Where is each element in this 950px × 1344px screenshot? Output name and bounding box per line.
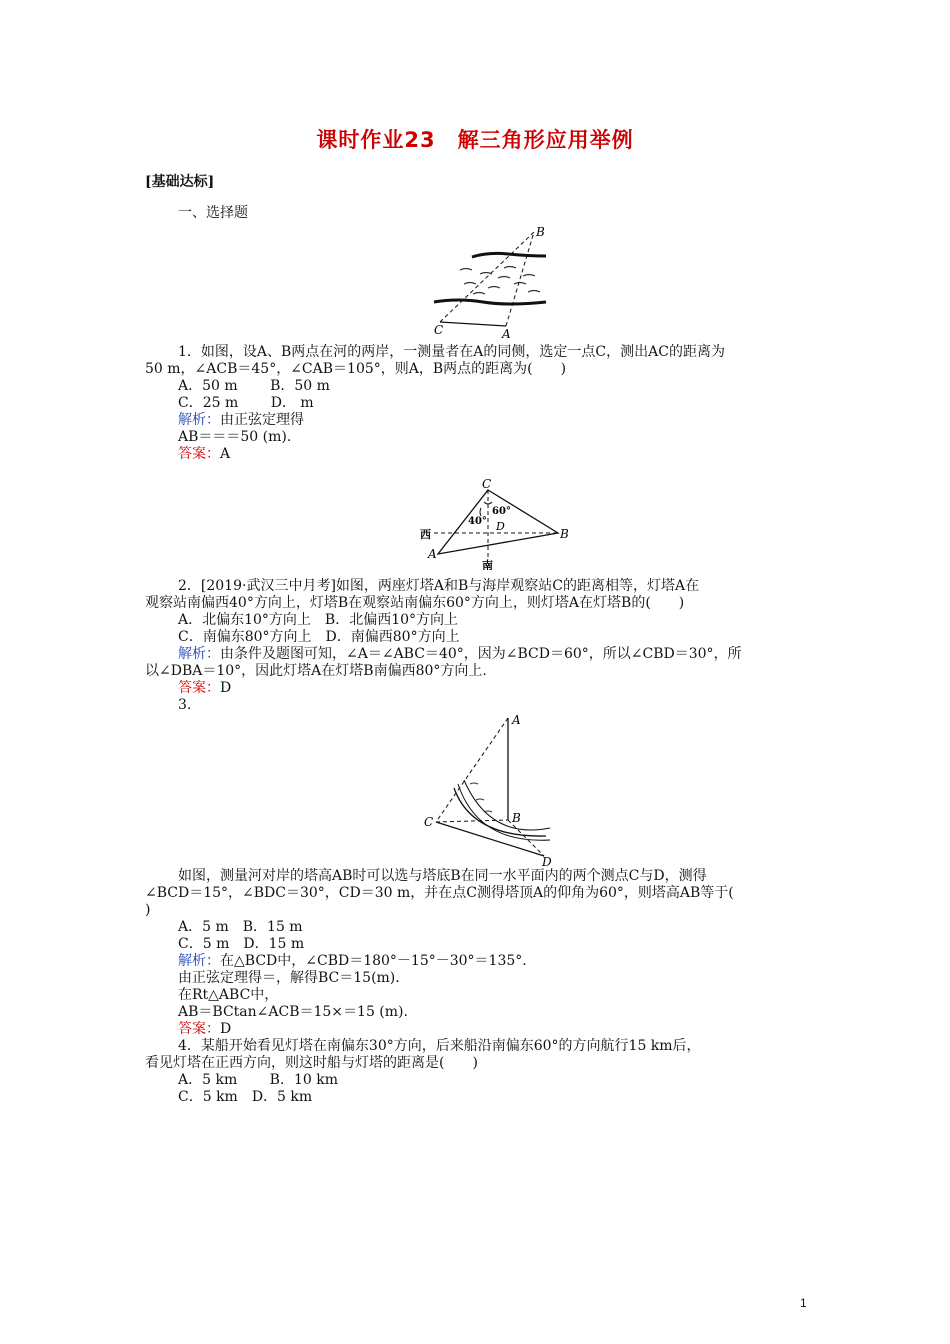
q2-answer [178, 680, 231, 697]
q2-options-2: C．南偏东80°方向上 D．南偏西80°方向上 [178, 629, 460, 645]
q4-stem-line1: 4．某船开始看见灯塔在南偏东30°方向，后来船沿南偏东60°的方向航行15 km后， [178, 1038, 701, 1054]
answer-value: A [220, 446, 231, 462]
figure-lighthouses [418, 478, 578, 570]
q2-stem-line1: 2．[2019·武汉三中月考]如图，两座灯塔A和B与海岸观察站C的距离相等，灯塔A在 [178, 578, 700, 594]
q3-answer [178, 1021, 231, 1038]
fig1-label-b: B [536, 225, 545, 239]
fig1-label-c: C [434, 323, 444, 337]
fig1-label-a: A [502, 327, 511, 340]
answer-value: D [220, 1021, 232, 1037]
fig3-label-a: A [512, 713, 521, 727]
q3-stem-line3: ) [145, 902, 151, 918]
fig2-label-b: B [560, 527, 569, 541]
answer-label: 答案： [178, 446, 220, 462]
q4-stem-line2: 看见灯塔在正西方向，则这时船与灯塔的距离是( ) [145, 1055, 478, 1071]
q3-analysis-line1 [178, 953, 527, 970]
fig2-label-c: C [482, 478, 492, 491]
fig2-label-south: 南 [482, 559, 493, 570]
q1-options-1: A．50 m B．50 m [178, 378, 330, 394]
page-number: 1 [800, 1296, 807, 1310]
figure-river [428, 222, 558, 340]
fig3-label-c: C [424, 815, 434, 829]
fig2-label-d: D [496, 520, 505, 533]
page-title: 课时作业23 解三角形应用举例 [316, 128, 634, 152]
q3-analysis-line3: 在Rt△ABC中， [178, 987, 279, 1003]
analysis-text: 由正弦定理得 [220, 412, 304, 428]
analysis-label: 解析： [178, 412, 220, 428]
fig2-label-60: 60° [492, 506, 511, 517]
q3-analysis-line4: AB＝BCtan∠ACB＝15×＝15 (m). [178, 1004, 408, 1020]
fig3-label-d: D [542, 855, 552, 868]
analysis-label: 解析： [178, 953, 220, 969]
figure-tower [420, 708, 570, 868]
q4-options-2: C．5 km D．5 km [178, 1089, 313, 1105]
q2-stem-line2: 观察站南偏西40°方向上，灯塔B在观察站南偏东60°方向上，则灯塔A在灯塔B的( ) [145, 595, 685, 611]
section-heading: [基础达标] [145, 174, 215, 190]
q1-answer [178, 446, 230, 463]
q3-analysis-line2: 由正弦定理得＝，解得BC＝15(m). [178, 970, 400, 986]
q4-options-1: A．5 km B．10 km [178, 1072, 338, 1088]
q1-analysis [178, 412, 304, 429]
q2-analysis-line2: 以∠DBA＝10°，因此灯塔A在灯塔B南偏西80°方向上. [145, 663, 487, 679]
analysis-text: 由条件及题图可知，∠A＝∠ABC＝40°，因为∠BCD＝60°，所以∠CBD＝30°，所 [220, 646, 742, 662]
answer-value: D [220, 680, 232, 696]
subsection-heading: 一、选择题 [178, 205, 248, 221]
fig2-label-west: 西 [420, 528, 431, 541]
answer-label: 答案： [178, 1021, 220, 1037]
analysis-label: 解析： [178, 646, 220, 662]
fig2-label-40: 40° [468, 516, 487, 527]
q3-options-2: C．5 m D．15 m [178, 936, 305, 952]
answer-label: 答案： [178, 680, 220, 696]
q3-number: 3. [178, 697, 192, 713]
q1-calc: AB＝＝＝50 (m). [178, 429, 292, 445]
q2-options-1: A．北偏东10°方向上 B．北偏西10°方向上 [178, 612, 459, 628]
analysis-text: 在△BCD中，∠CBD＝180°－15°－30°＝135°. [220, 953, 527, 969]
q1-options-2: C．25 m D． m [178, 395, 314, 411]
q3-stem-line2: ∠BCD＝15°，∠BDC＝30°，CD＝30 m，并在点C测得塔顶A的仰角为60°，则塔高AB等于( [145, 885, 734, 901]
fig2-label-a: A [428, 547, 437, 561]
q2-analysis-line1 [178, 646, 742, 663]
q3-stem-line1: 如图，测量河对岸的塔高AB时可以选与塔底B在同一水平面内的两个测点C与D，测得 [178, 868, 707, 884]
q3-options-1: A．5 m B．15 m [178, 919, 303, 935]
fig3-label-b: B [512, 811, 521, 825]
q1-stem-line2: 50 m，∠ACB＝45°，∠CAB＝105°，则A，B两点的距离为( ) [145, 361, 567, 377]
q1-stem-line1: 1．如图，设A、B两点在河的两岸，一测量者在A的同侧，选定一点C，测出AC的距离为 [178, 344, 725, 360]
